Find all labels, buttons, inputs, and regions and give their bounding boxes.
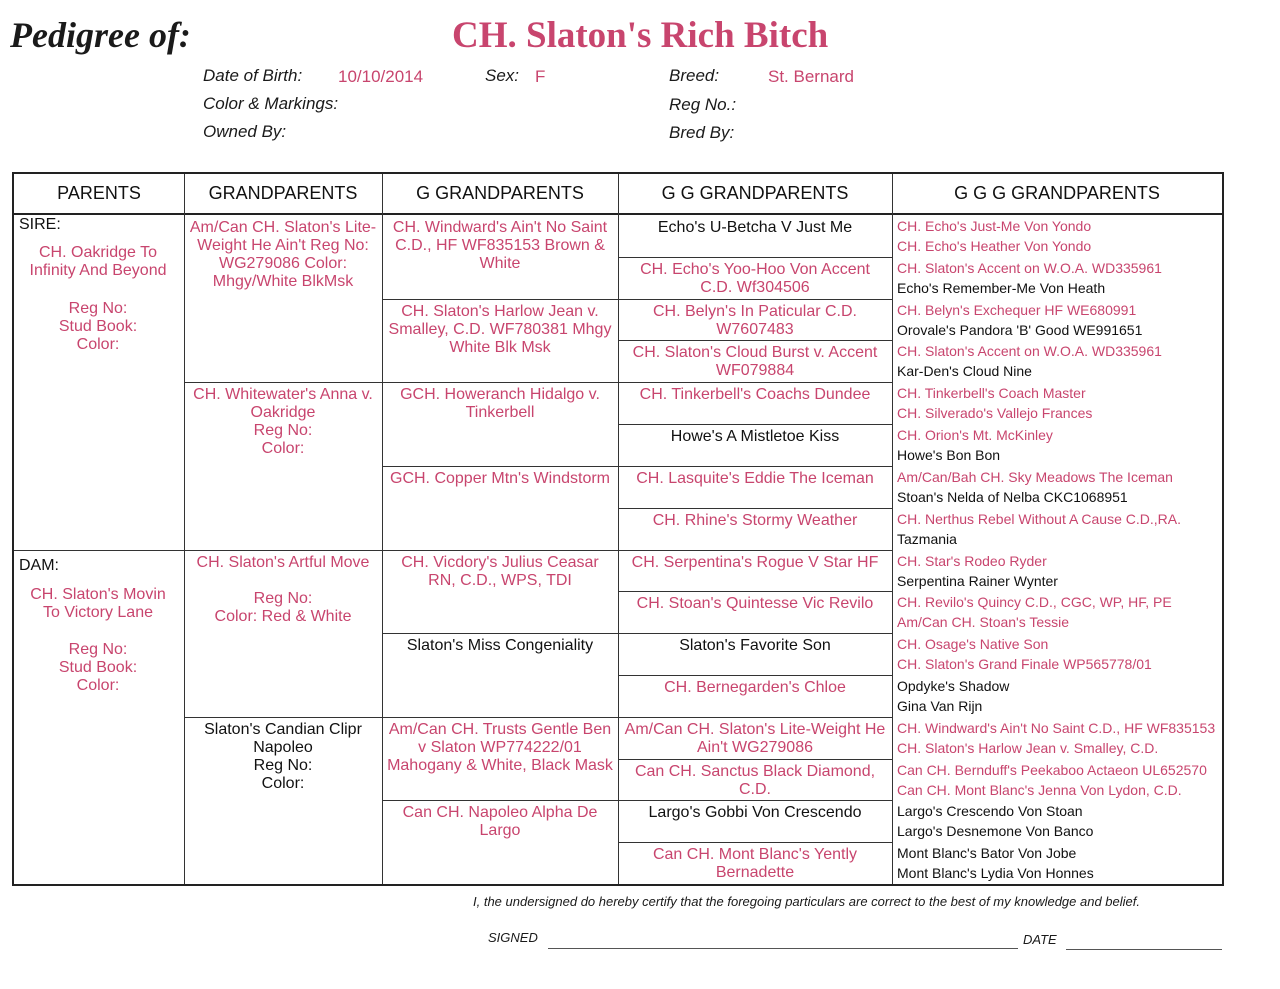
owned-by-label: Owned By:: [203, 122, 287, 141]
ggg-grandparents-entry: Largo's Crescendo Von Stoan: [897, 803, 1083, 820]
ggg-grandparents-entry: CH. Osage's Native Son: [897, 636, 1049, 653]
row-divider: [618, 340, 892, 341]
gg-grandparents-entry: CH. Bernegarden's Chloe: [664, 678, 846, 696]
breed-label: Breed:: [669, 66, 720, 85]
gg-grandparents-entry: Echo's U-Betcha V Just Me: [657, 219, 853, 236]
column-heading-grandparents: GRANDPARENTS: [208, 183, 358, 203]
column-divider: [184, 174, 185, 884]
row-divider: [618, 508, 892, 509]
signature-line[interactable]: [548, 948, 1018, 949]
date-label: DATE: [1023, 932, 1057, 947]
sex-value: F: [535, 67, 546, 86]
row-divider: [184, 550, 382, 551]
ggg-grandparents-entry: Serpentina Rainer Wynter: [897, 572, 1058, 589]
gg-grandparents-entry: CH. Echo's Yoo-Hoo Von Accent C.D. Wf304506: [640, 260, 870, 296]
ggg-grandparents-entry: Am/Can/Bah CH. Sky Meadows The Iceman: [897, 468, 1173, 485]
row-divider: [382, 382, 618, 383]
ggg-grandparents-entry: CH. Slaton's Accent on W.O.A. WD335961: [897, 259, 1162, 276]
gg-grandparents-entry: CH. Slaton's Cloud Burst v. Accent WF079884: [632, 344, 878, 380]
gg-grandparents-entry: Slaton's Favorite Son: [679, 637, 831, 655]
row-divider: [382, 299, 618, 300]
row-divider: [618, 257, 892, 258]
g-grandparents-entry: Am/Can CH. Trusts Gentle Ben v Slaton WP774222/01 Mahogany & White, Black Mask: [387, 720, 613, 774]
ggg-grandparents-entry: Echo's Remember-Me Von Heath: [897, 279, 1106, 296]
pedigree-table: [12, 172, 1224, 886]
g-grandparents-entry: CH. Slaton's Harlow Jean v. Smalley, C.D. WF780381 Mhgy White Blk Msk: [388, 302, 612, 356]
row-divider: [184, 717, 382, 718]
reg-no-label: Reg No.:: [669, 95, 737, 114]
row-divider: [382, 466, 618, 467]
ggg-grandparents-entry: CH. Slaton's Harlow Jean v. Smalley, C.D.: [897, 739, 1159, 756]
g-grandparents-entry: GCH. Copper Mtn's Windstorm: [390, 469, 610, 487]
row-divider: [618, 424, 892, 425]
sire-name: CH. Oakridge To Infinity And Beyond: [29, 244, 167, 279]
gg-grandparents-entry: Can CH. Sanctus Black Diamond, C.D.: [634, 762, 876, 798]
grandparents-entry: CH. Slaton's Artful Move Reg No: Color: Red & White: [196, 553, 370, 625]
ggg-grandparents-entry: Am/Can CH. Stoan's Tessie: [897, 614, 1070, 631]
certification-text: I, the undersigned do hereby certify that the foregoing particulars are correct to the best of my knowledge and belief.: [473, 894, 1140, 909]
row-divider: [618, 717, 892, 718]
column-divider: [382, 174, 383, 884]
dob-label: Date of Birth:: [203, 66, 303, 85]
row-divider: [14, 550, 184, 551]
row-divider: [618, 675, 892, 676]
row-divider: [618, 800, 892, 801]
column-heading-ggg-grandparents: G G G GRANDPARENTS: [954, 183, 1160, 203]
row-divider: [618, 550, 892, 551]
ggg-grandparents-entry: CH. Echo's Just-Me Von Yondo: [897, 218, 1092, 234]
ggg-grandparents-entry: Largo's Desnemone Von Banco: [897, 823, 1094, 840]
row-divider: [382, 550, 618, 551]
ggg-grandparents-entry: Tazmania: [897, 530, 957, 547]
row-divider: [618, 633, 892, 634]
grandparents-entry: Slaton's Candian Clipr Napoleo Reg No: Color:: [204, 720, 362, 792]
breed-value: St. Bernard: [768, 67, 854, 86]
sex-label: Sex:: [485, 66, 520, 85]
ggg-grandparents-entry: Kar-Den's Cloud Nine: [897, 363, 1032, 380]
g-grandparents-entry: Slaton's Miss Congeniality: [406, 637, 594, 655]
ggg-grandparents-entry: CH. Silverado's Vallejo Frances: [897, 405, 1093, 422]
ggg-grandparents-entry: CH. Slaton's Accent on W.O.A. WD335961: [897, 343, 1162, 360]
ggg-grandparents-entry: CH. Tinkerbell's Coach Master: [897, 385, 1086, 402]
dam-details: Reg No: Stud Book: Color:: [58, 641, 138, 694]
gg-grandparents-entry: Howe's A Mistletoe Kiss: [670, 428, 840, 446]
row-divider: [382, 633, 618, 634]
g-grandparents-entry: CH. Windward's Ain't No Saint C.D., HF WF835153 Brown & White: [392, 219, 608, 272]
sire-details: Reg No: Stud Book: Color:: [58, 300, 138, 353]
g-grandparents-entry: Can CH. Napoleo Alpha De Largo: [402, 804, 598, 840]
row-divider: [618, 759, 892, 760]
ggg-grandparents-entry: CH. Orion's Mt. McKinley: [897, 427, 1053, 444]
dog-name: CH. Slaton's Rich Bitch: [452, 15, 829, 56]
gg-grandparents-entry: CH. Stoan's Quintesse Vic Revilo: [636, 595, 874, 613]
row-divider: [618, 591, 892, 592]
ggg-grandparents-entry: Mont Blanc's Bator Von Jobe: [897, 845, 1077, 862]
g-grandparents-entry: CH. Vicdory's Julius Ceasar RN, C.D., WPS, TDI: [401, 553, 599, 589]
gg-grandparents-entry: CH. Rhine's Stormy Weather: [652, 511, 858, 529]
dam-name: CH. Slaton's Movin To Victory Lane: [30, 586, 166, 621]
gg-grandparents-entry: Can CH. Mont Blanc's Yently Bernadette: [652, 846, 858, 882]
sire-label: SIRE:: [19, 216, 61, 233]
signed-label: SIGNED: [488, 930, 538, 945]
row-divider: [618, 299, 892, 300]
row-divider: [382, 800, 618, 801]
gg-grandparents-entry: CH. Lasquite's Eddie The Iceman: [636, 469, 874, 487]
gg-grandparents-entry: Largo's Gobbi Von Crescendo: [648, 804, 862, 822]
ggg-grandparents-entry: Mont Blanc's Lydia Von Honnes: [897, 865, 1094, 882]
row-divider: [382, 717, 618, 718]
gg-grandparents-entry: CH. Tinkerbell's Coachs Dundee: [639, 386, 871, 404]
ggg-grandparents-entry: Can CH. Mont Blanc's Jenna Von Lydon, C.D.: [897, 781, 1182, 798]
column-heading-gg-grandparents: G G GRANDPARENTS: [661, 183, 849, 203]
gg-grandparents-entry: CH. Serpentina's Rogue V Star HF: [631, 553, 879, 571]
row-divider: [618, 466, 892, 467]
ggg-grandparents-entry: CH. Windward's Ain't No Saint C.D., HF WF835153: [897, 719, 1216, 736]
color-markings-label: Color & Markings:: [203, 94, 339, 113]
ggg-grandparents-entry: Orovale's Pandora 'B' Good WE991651: [897, 321, 1143, 338]
column-heading-parents: PARENTS: [57, 183, 141, 203]
grandparents-entry: Am/Can CH. Slaton's Lite-Weight He Ain't Reg No: WG279086 Color: Mhgy/White BlkMsk: [189, 219, 377, 290]
dam-label: DAM:: [19, 557, 59, 574]
ggg-grandparents-entry: CH. Revilo's Quincy C.D., CGC, WP, HF, PE: [897, 594, 1172, 611]
g-grandparents-entry: GCH. Howeranch Hidalgo v. Tinkerbell: [400, 386, 600, 422]
ggg-grandparents-entry: CH. Slaton's Grand Finale WP565778/01: [897, 656, 1152, 673]
ggg-grandparents-entry: CH. Belyn's Exchequer HF WE680991: [897, 301, 1137, 318]
gg-grandparents-entry: CH. Belyn's In Paticular C.D. W7607483: [652, 302, 857, 338]
pedigree-label: Pedigree of:: [10, 15, 191, 55]
row-divider: [184, 382, 382, 383]
gg-grandparents-entry: Am/Can CH. Slaton's Lite-Weight He Ain't WG279086: [624, 720, 886, 756]
ggg-grandparents-entry: Can CH. Bernduff's Peekaboo Actaeon UL652570: [897, 761, 1207, 778]
row-divider: [618, 382, 892, 383]
row-divider: [618, 842, 892, 843]
column-divider: [618, 174, 619, 884]
bred-by-label: Bred By:: [669, 123, 735, 142]
dob-value: 10/10/2014: [338, 67, 424, 86]
grandparents-entry: CH. Whitewater's Anna v. Oakridge Reg No: Color:: [193, 386, 373, 458]
ggg-grandparents-entry: CH. Nerthus Rebel Without A Cause C.D.,RA.: [897, 510, 1181, 527]
column-heading-g-grandparents: G GRANDPARENTS: [416, 183, 584, 203]
ggg-grandparents-entry: CH. Echo's Heather Von Yondo: [897, 238, 1092, 254]
ggg-grandparents-entry: CH. Star's Rodeo Ryder: [897, 552, 1047, 569]
ggg-grandparents-entry: Stoan's Nelda of Nelba CKC1068951: [897, 488, 1128, 505]
ggg-grandparents-entry: Gina Van Rijn: [897, 697, 983, 714]
ggg-grandparents-entry: Howe's Bon Bon: [897, 447, 1001, 464]
date-line[interactable]: [1066, 949, 1222, 950]
ggg-grandparents-entry: Opdyke's Shadow: [897, 677, 1010, 694]
